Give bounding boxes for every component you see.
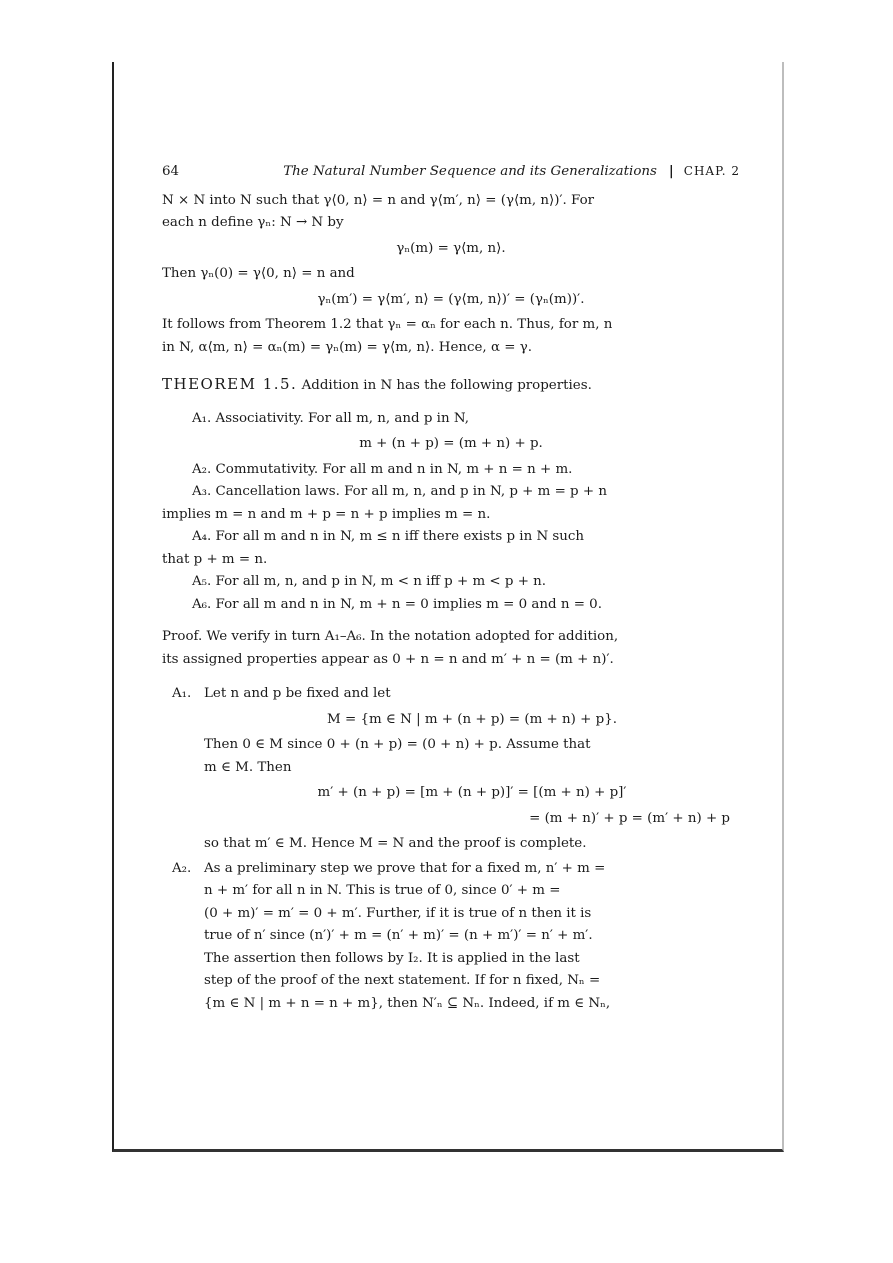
equation: γₙ(m′) = γ⟨m′, n⟩ = (γ⟨m, n⟩)′ = (γₙ(m))′. [317,291,585,307]
equation: = (m + n)′ + p = (m′ + n) + p [529,810,730,826]
text-line: true of n′ since (n′)′ + m = (n′ + m)′ = (n + m′)′ = n′ + m′. [204,928,593,943]
proof-item-a1 [162,683,740,856]
property-a1: A₁. Associativity. For all m, n, and p in N, [192,410,469,426]
equation: M = {m ∈ N | m + (n + p) = (m + n) + p}. [327,711,617,727]
text-line: N × N into N such that γ⟨0, n⟩ = n and γ⟨m′, n⟩ = (γ⟨m, n⟩)′. For [162,192,595,208]
property-a2: A₂. Commutativity. For all m and n in N, m + n = n + m. [192,461,573,477]
text-line: n + m′ for all n in N. This is true of 0, since 0′ + m = [204,883,561,898]
property-list [162,408,740,617]
running-title: The Natural Number Sequence and its Generalizations [283,164,657,179]
item-label: A₂. [172,860,192,876]
property-a3: A₃. Cancellation laws. For all m, n, and p in N, p + m = p + n [192,484,607,499]
proof-line: its assigned properties appear as 0 + n = n and m′ + n = (m + n)′. [162,651,614,667]
text-line: Let n and p be fixed and let [204,686,391,701]
text-line: each n define γₙ: N → N by [162,215,344,230]
text-line: so that m′ ∈ M. Hence M = N and the proof is complete. [204,836,587,851]
property-a5: A₅. For all m, n, and p in N, m < n iff p + m < p + n. [192,574,547,589]
chapter-label: CHAP. 2 [683,164,740,178]
property-a6: A₆. For all m and n in N, m + n = 0 implies m = 0 and n = 0. [192,596,602,612]
proof-item-a2 [162,858,740,1016]
text-line: in N, α⟨m, n⟩ = αₙ(m) = γₙ(m) = γ⟨m, n⟩. Hence, α = γ. [162,339,532,355]
text-line: implies m = n and m + p = n + p implies m = n. [162,506,491,522]
theorem-tag: THEOREM 1.5. [162,375,298,393]
text-line: It follows from Theorem 1.2 that γₙ = αₙ for each n. Thus, for m, n [162,317,613,332]
item-label: A₁. [172,686,192,701]
equation: m + (n + p) = (m + n) + p. [359,436,543,451]
page-content [162,160,740,1015]
equation: m′ + (n + p) = [m + (n + p)]′ = [(m + n) + p]′ [317,785,627,800]
proof-intro [162,626,740,671]
equation: γₙ(m) = γ⟨m, n⟩. [396,240,506,256]
page-number: 64 [162,164,180,179]
header-separator: | [668,163,674,179]
text-line: The assertion then follows by I₂. It is applied in the last [204,950,580,966]
proof-line: Proof. We verify in turn A₁–A₆. In the notation adopted for addition, [162,629,619,644]
text-line: {m ∈ N | m + n = n + m}, then N′ₙ ⊆ Nₙ. Indeed, if m ∈ Nₙ, [204,995,611,1011]
text-line: Then 0 ∈ M since 0 + (n + p) = (0 + n) + p. Assume that [204,737,591,752]
text-line: m ∈ M. Then [204,759,292,775]
theorem-heading [162,373,740,398]
property-a4: A₄. For all m and n in N, m ≤ n iff there exists p in N such [192,529,585,544]
theorem-statement: Addition in N has the following properties. [301,378,592,393]
text-line: (0 + m)′ = m′ = 0 + m′. Further, if it is true of n then it is [204,905,592,921]
item-body [204,858,740,1016]
text-line: step of the proof of the next statement. If for n fixed, Nₙ = [204,973,601,988]
text-line: Then γₙ(0) = γ⟨0, n⟩ = n and [162,266,355,281]
text-line: As a preliminary step we prove that for a fixed m, n′ + m = [204,860,606,876]
item-body [204,683,740,856]
running-header [162,160,740,184]
text-line: that p + m = n. [162,551,268,567]
